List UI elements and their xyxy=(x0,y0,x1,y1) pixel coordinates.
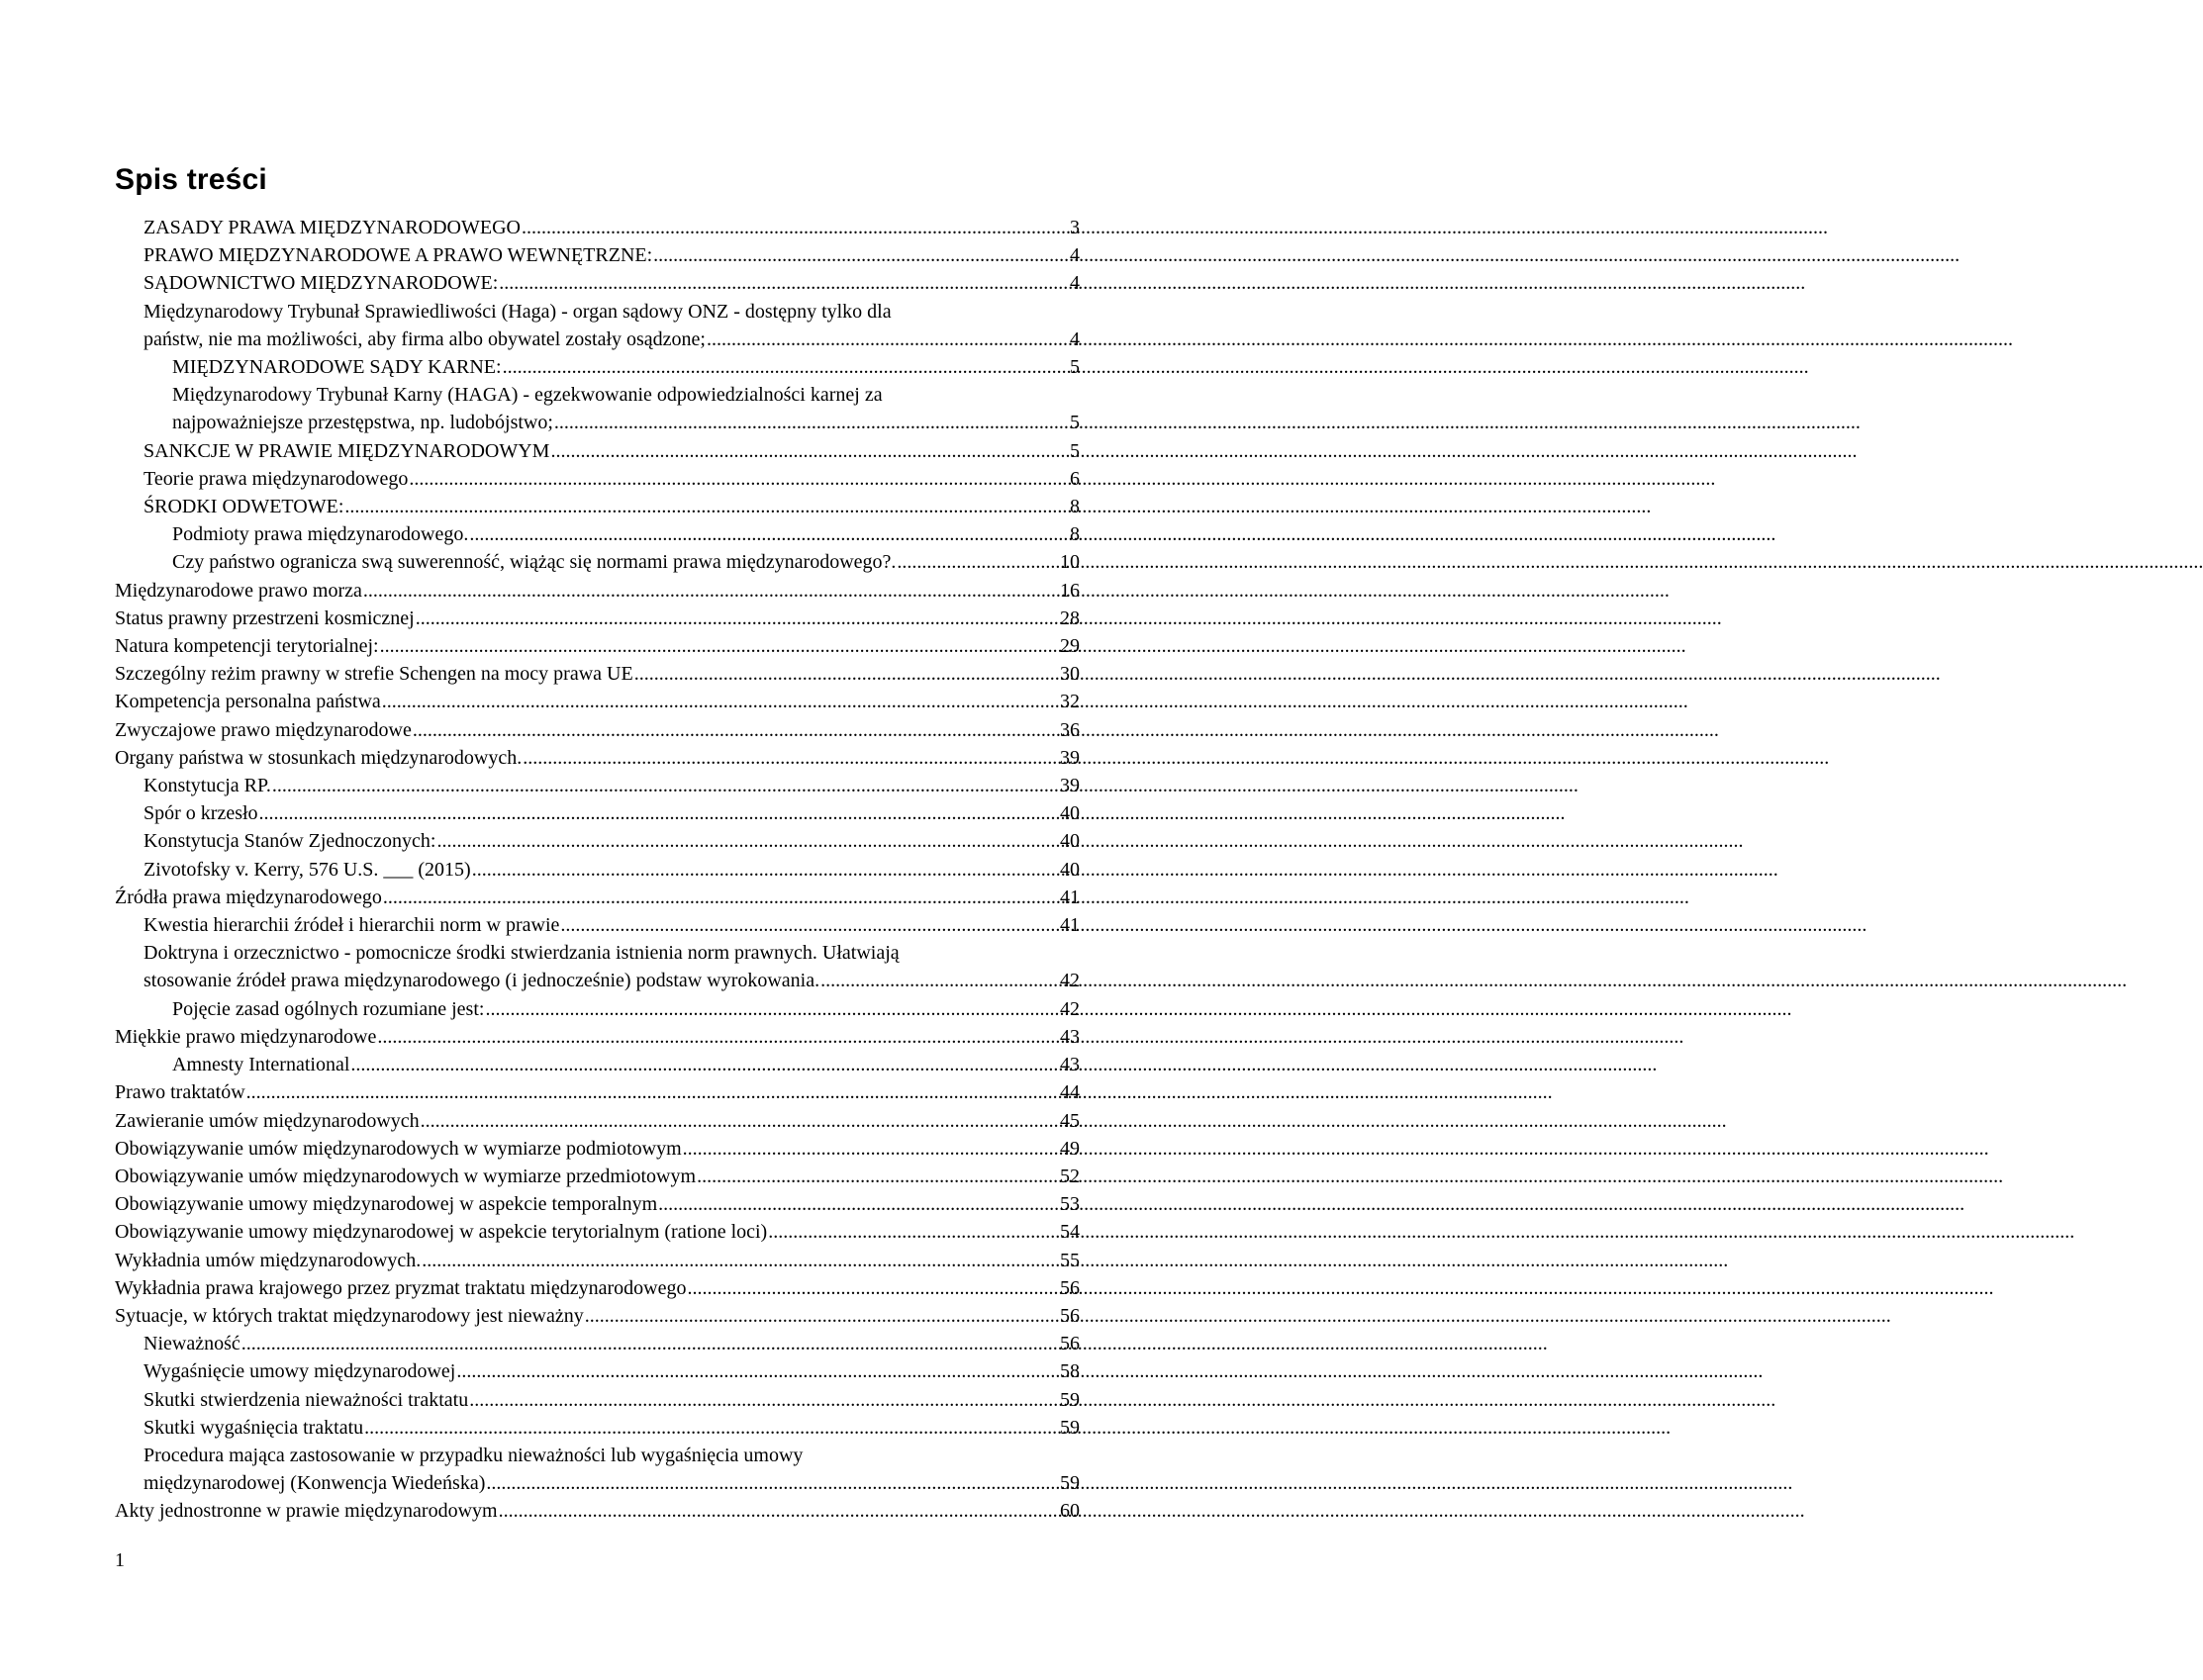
toc-entry-page: 40 xyxy=(1060,858,1080,881)
dot-leader xyxy=(522,214,1069,241)
toc-entry[interactable] xyxy=(115,1330,1080,1357)
toc-entry-page: 60 xyxy=(1060,1500,1080,1523)
toc-entry-text: Międzynarodowe prawo morza xyxy=(115,579,362,602)
dot-leader xyxy=(687,1274,1059,1302)
toc-entry[interactable] xyxy=(115,1107,1080,1135)
toc-entry[interactable] xyxy=(115,1247,1080,1274)
toc-entry[interactable] xyxy=(115,1386,1080,1414)
toc-entry-page: 39 xyxy=(1060,746,1080,769)
toc-entry-line xyxy=(115,1078,1080,1106)
toc-entry-page: 5 xyxy=(1070,356,1080,379)
toc-entry-line xyxy=(144,241,1080,269)
toc-entry-page: 39 xyxy=(1060,775,1080,797)
dot-leader xyxy=(485,995,1059,1023)
dot-leader xyxy=(363,577,1059,605)
toc-entry-line xyxy=(144,967,1080,994)
toc-entry[interactable] xyxy=(115,381,1080,436)
toc-entry-text: Wygaśnięcie umowy międzynarodowej xyxy=(144,1360,456,1383)
toc-entry-page: 28 xyxy=(1060,607,1080,629)
dot-leader xyxy=(382,688,1059,715)
toc-entry[interactable] xyxy=(115,1357,1080,1385)
toc-entry[interactable] xyxy=(115,1190,1080,1218)
dot-leader xyxy=(658,1190,1059,1218)
toc-entry[interactable] xyxy=(115,520,1080,548)
toc-entry-line xyxy=(115,1135,1080,1163)
toc-entry-text: Szczególny reżim prawny w strefie Schengen na mocy prawa UE xyxy=(115,663,633,686)
toc-entry-text: Konstytucja RP. xyxy=(144,775,271,797)
toc-entry[interactable] xyxy=(115,269,1080,297)
toc-entry-line xyxy=(115,660,1080,688)
toc-entry-text: Pojęcie zasad ogólnych rozumiane jest: xyxy=(172,997,485,1020)
toc-entry-line xyxy=(144,465,1080,493)
toc-entry-text: Obowiązywanie umów międzynarodowych w wymiarze podmiotowym xyxy=(115,1137,682,1160)
toc-entry-text: międzynarodowej (Konwencja Wiedeńska) xyxy=(144,1472,486,1495)
toc-entry-page: 4 xyxy=(1070,244,1080,267)
toc-entry[interactable] xyxy=(115,884,1080,911)
toc-entry-text: Obowiązywanie umowy międzynarodowej w aspekcie terytorialnym (ratione loci) xyxy=(115,1221,768,1244)
dot-leader xyxy=(472,856,1059,884)
toc-entry-page: 30 xyxy=(1060,663,1080,686)
dot-leader xyxy=(422,1247,1059,1274)
toc-entry-text: Akty jednostronne w prawie międzynarodowym xyxy=(115,1500,498,1523)
toc-entry-page: 41 xyxy=(1060,914,1080,937)
toc-entry-line xyxy=(115,1218,1080,1246)
toc-entry-page: 52 xyxy=(1060,1165,1080,1187)
toc-entry[interactable] xyxy=(115,995,1080,1023)
toc-entry[interactable] xyxy=(115,1442,1080,1497)
toc-entry-line xyxy=(115,1023,1080,1051)
toc-entry-text: Skutki stwierdzenia nieważności traktatu xyxy=(144,1388,469,1411)
toc-entry-text: Obowiązywanie umów międzynarodowych w wymiarze przedmiotowym xyxy=(115,1165,697,1187)
toc-entry-text: Wykładnia umów międzynarodowych. xyxy=(115,1249,422,1271)
toc-entry-page: 44 xyxy=(1060,1081,1080,1104)
dot-leader xyxy=(364,1414,1059,1442)
toc-entry-page: 42 xyxy=(1060,970,1080,992)
toc-entry[interactable] xyxy=(115,1414,1080,1442)
dot-leader xyxy=(259,799,1059,827)
toc-entry-line xyxy=(144,269,1080,297)
dot-leader xyxy=(469,520,1069,548)
toc-entry-text: Natura kompetencji terytorialnej: xyxy=(115,635,379,658)
toc-entry-line xyxy=(144,1357,1080,1385)
toc-entry-text: Źródła prawa międzynarodowego xyxy=(115,886,382,908)
toc-entry-text: MIĘDZYNARODOWE SĄDY KARNE: xyxy=(172,356,502,379)
dot-leader xyxy=(550,437,1069,465)
toc-entry[interactable] xyxy=(115,241,1080,269)
toc-entry-text: stosowanie źródeł prawa międzynarodowego (i jednocześnie) podstaw wyrokowania. xyxy=(144,970,820,992)
toc-entry[interactable] xyxy=(115,1135,1080,1163)
toc-entry[interactable] xyxy=(115,353,1080,381)
toc-title: Spis treści xyxy=(115,163,267,196)
toc-entry-page: 40 xyxy=(1060,830,1080,853)
toc-entry-line xyxy=(144,827,1080,855)
toc-entry-text-line1: Międzynarodowy Trybunał Sprawiedliwości (Haga) - organ sądowy ONZ - dostępny tylko dla xyxy=(144,300,892,323)
dot-leader xyxy=(683,1135,1059,1163)
toc-entry-text: Zawieranie umów międzynarodowych xyxy=(115,1109,420,1132)
toc-entry[interactable] xyxy=(115,939,1080,994)
toc-entry-page: 5 xyxy=(1070,412,1080,434)
toc-entry-text-line1: Procedura mająca zastosowanie w przypadku nieważności lub wygaśnięcia umowy xyxy=(144,1444,804,1466)
dot-leader xyxy=(437,827,1060,855)
toc-entry-page: 56 xyxy=(1060,1333,1080,1355)
toc-entry-line xyxy=(115,632,1080,660)
toc-entry-text: SĄDOWNICTWO MIĘDZYNARODOWE: xyxy=(144,272,499,295)
toc-entry[interactable] xyxy=(115,1497,1080,1525)
toc-entry-page: 8 xyxy=(1070,496,1080,518)
toc-entry[interactable] xyxy=(115,856,1080,884)
toc-entry-line xyxy=(144,856,1080,884)
toc-entry-page: 6 xyxy=(1070,467,1080,490)
toc-entry-line xyxy=(115,1274,1080,1302)
toc-entry[interactable] xyxy=(115,298,1080,353)
toc-entry-page: 59 xyxy=(1060,1472,1080,1495)
toc-entry[interactable] xyxy=(115,214,1080,241)
toc-entry-line xyxy=(172,1051,1080,1078)
toc-entry-text: Spór o krzesło xyxy=(144,802,258,825)
toc-entry[interactable] xyxy=(115,688,1080,715)
dot-leader xyxy=(554,409,1069,436)
dot-leader xyxy=(523,744,1059,772)
toc-entry-page: 58 xyxy=(1060,1360,1080,1383)
toc-entry[interactable] xyxy=(115,911,1080,939)
toc-entry-page: 3 xyxy=(1070,217,1080,238)
toc-entry[interactable] xyxy=(115,465,1080,493)
toc-entry-text: Skutki wygaśnięcia traktatu xyxy=(144,1416,364,1439)
toc-entry-line xyxy=(115,716,1080,744)
dot-leader xyxy=(380,632,1059,660)
toc-entry-line xyxy=(115,605,1080,632)
toc-entry-page: 8 xyxy=(1070,523,1080,546)
dot-leader xyxy=(344,493,1069,520)
toc-entry-page: 32 xyxy=(1060,691,1080,713)
toc-entry-line xyxy=(144,437,1080,465)
toc-entry-text: Obowiązywanie umowy międzynarodowej w aspekcie temporalnym xyxy=(115,1193,658,1216)
dot-leader xyxy=(653,241,1069,269)
toc-entry-text: Status prawny przestrzeni kosmicznej xyxy=(115,607,415,629)
toc-entry-text: Podmioty prawa międzynarodowego. xyxy=(172,523,469,546)
toc-entry-page: 40 xyxy=(1060,802,1080,825)
dot-leader xyxy=(456,1357,1059,1385)
toc-entry-line xyxy=(144,911,1080,939)
toc-entry-text: SANKCJE W PRAWIE MIĘDZYNARODOWYM xyxy=(144,439,550,462)
toc-entry-line xyxy=(144,214,1080,241)
toc-entry-text: ŚRODKI ODWETOWE: xyxy=(144,496,344,518)
toc-entry-page: 59 xyxy=(1060,1416,1080,1439)
toc-entry-line xyxy=(115,688,1080,715)
toc-entry-text: Konstytucja Stanów Zjednoczonych: xyxy=(144,830,436,853)
toc-entry[interactable] xyxy=(115,716,1080,744)
toc-entry-text: Miękkie prawo międzynarodowe xyxy=(115,1025,377,1048)
toc-entry[interactable] xyxy=(115,1051,1080,1078)
toc-entry-page: 10 xyxy=(1060,551,1080,574)
toc-entry-page: 56 xyxy=(1060,1276,1080,1299)
toc-entry-text: Zwyczajowe prawo międzynarodowe xyxy=(115,718,412,741)
toc-entry-page: 53 xyxy=(1060,1193,1080,1216)
toc-entry[interactable] xyxy=(115,799,1080,827)
toc-entry-text: Prawo traktatów xyxy=(115,1081,245,1104)
dot-leader xyxy=(585,1302,1059,1330)
dot-leader xyxy=(350,1051,1059,1078)
toc-entry-line xyxy=(172,548,1080,576)
dot-leader xyxy=(383,884,1059,911)
dot-leader xyxy=(272,772,1059,799)
toc-entry-page: 4 xyxy=(1070,327,1080,350)
table-of-contents xyxy=(115,214,1080,1526)
toc-entry-line xyxy=(115,1302,1080,1330)
toc-entry-line xyxy=(172,409,1080,436)
dot-leader xyxy=(421,1107,1059,1135)
toc-entry-line xyxy=(144,326,1080,353)
toc-entry[interactable] xyxy=(115,1163,1080,1190)
toc-entry-line xyxy=(144,493,1080,520)
dot-leader xyxy=(634,660,1059,688)
toc-entry-line xyxy=(172,353,1080,381)
toc-entry-text: Sytuacje, w których traktat międzynarodowy jest nieważny xyxy=(115,1304,584,1327)
toc-entry-line xyxy=(115,577,1080,605)
dot-leader xyxy=(707,326,1069,353)
toc-entry[interactable] xyxy=(115,827,1080,855)
toc-entry-text: Kompetencja personalna państwa xyxy=(115,691,381,713)
toc-entry-line xyxy=(144,1330,1080,1357)
dot-leader xyxy=(503,353,1069,381)
toc-entry-text: Czy państwo ogranicza swą suwerenność, wiążąc się normami prawa międzynarodowego?. xyxy=(172,551,897,574)
toc-entry-text: ZASADY PRAWA MIĘDZYNARODOWEGO xyxy=(144,217,521,238)
toc-entry-line xyxy=(144,799,1080,827)
dot-leader xyxy=(409,465,1069,493)
toc-entry[interactable] xyxy=(115,437,1080,465)
toc-entry[interactable] xyxy=(115,772,1080,799)
dot-leader xyxy=(486,1469,1059,1497)
toc-entry-text: Wykładnia prawa krajowego przez pryzmat traktatu międzynarodowego xyxy=(115,1276,687,1299)
toc-entry-line xyxy=(144,1414,1080,1442)
toc-entry[interactable] xyxy=(115,605,1080,632)
toc-entry-page: 55 xyxy=(1060,1249,1080,1271)
toc-entry-page: 49 xyxy=(1060,1137,1080,1160)
dot-leader xyxy=(820,967,1059,994)
toc-entry-line xyxy=(115,744,1080,772)
toc-entry-page: 54 xyxy=(1060,1221,1080,1244)
toc-entry-line xyxy=(115,1497,1080,1525)
toc-entry[interactable] xyxy=(115,1023,1080,1051)
toc-entry-line xyxy=(115,884,1080,911)
toc-entry-page: 36 xyxy=(1060,718,1080,741)
toc-entry[interactable] xyxy=(115,744,1080,772)
page-number: 1 xyxy=(115,1549,125,1571)
toc-entry-line xyxy=(144,1386,1080,1414)
toc-entry-line xyxy=(115,1247,1080,1274)
toc-entry-text-line1: Międzynarodowy Trybunał Karny (HAGA) - egzekwowanie odpowiedzialności karnej za xyxy=(172,384,883,407)
toc-entry-text: Teorie prawa międzynarodowego xyxy=(144,467,409,490)
toc-entry-page: 16 xyxy=(1060,579,1080,602)
toc-entry-line xyxy=(115,1163,1080,1190)
toc-entry[interactable] xyxy=(115,1302,1080,1330)
toc-entry-text: państw, nie ma możliwości, aby firma albo obywatel zostały osądzone; xyxy=(144,327,706,350)
toc-entry[interactable] xyxy=(115,1274,1080,1302)
dot-leader xyxy=(499,1497,1059,1525)
toc-entry[interactable] xyxy=(115,1078,1080,1106)
toc-entry-page: 45 xyxy=(1060,1109,1080,1132)
dot-leader xyxy=(897,548,1059,576)
toc-entry-line xyxy=(144,1469,1080,1497)
toc-entry[interactable] xyxy=(115,548,1080,576)
toc-entry-text: najpoważniejsze przestępstwa, np. ludobójstwo; xyxy=(172,412,553,434)
toc-entry-text: Kwestia hierarchii źródeł i hierarchii norm w prawie xyxy=(144,914,560,937)
toc-entry-page: 56 xyxy=(1060,1304,1080,1327)
toc-entry-text-line1: Doktryna i orzecznictwo - pomocnicze środki stwierdzania istnienia norm prawnych. Ułatwiają xyxy=(144,942,900,965)
toc-entry-page: 41 xyxy=(1060,886,1080,908)
toc-entry-line xyxy=(144,772,1080,799)
toc-entry-line xyxy=(115,1107,1080,1135)
toc-entry-text: Zivotofsky v. Kerry, 576 U.S. ___ (2015) xyxy=(144,858,471,881)
dot-leader xyxy=(469,1386,1059,1414)
dot-leader xyxy=(413,716,1059,744)
toc-entry-text: Organy państwa w stosunkach międzynarodowych. xyxy=(115,746,523,769)
dot-leader xyxy=(560,911,1059,939)
dot-leader xyxy=(377,1023,1059,1051)
toc-entry[interactable] xyxy=(115,1218,1080,1246)
toc-entry[interactable] xyxy=(115,577,1080,605)
dot-leader xyxy=(768,1218,1059,1246)
toc-entry-page: 5 xyxy=(1070,439,1080,462)
dot-leader xyxy=(246,1078,1059,1106)
dot-leader xyxy=(241,1330,1059,1357)
toc-entry-page: 43 xyxy=(1060,1054,1080,1076)
dot-leader xyxy=(416,605,1059,632)
toc-entry-line xyxy=(172,995,1080,1023)
dot-leader xyxy=(697,1163,1059,1190)
toc-entry-page: 42 xyxy=(1060,997,1080,1020)
toc-entry[interactable] xyxy=(115,632,1080,660)
toc-entry[interactable] xyxy=(115,660,1080,688)
toc-entry[interactable] xyxy=(115,493,1080,520)
toc-entry-line xyxy=(115,1190,1080,1218)
toc-entry-page: 43 xyxy=(1060,1025,1080,1048)
toc-entry-page: 4 xyxy=(1070,272,1080,295)
dot-leader xyxy=(499,269,1069,297)
toc-entry-text: Nieważność xyxy=(144,1333,240,1355)
toc-entry-text: Amnesty International xyxy=(172,1054,350,1076)
toc-entry-page: 59 xyxy=(1060,1388,1080,1411)
toc-entry-line xyxy=(172,520,1080,548)
toc-entry-text: PRAWO MIĘDZYNARODOWE A PRAWO WEWNĘTRZNE: xyxy=(144,244,653,267)
toc-entry-page: 29 xyxy=(1060,635,1080,658)
